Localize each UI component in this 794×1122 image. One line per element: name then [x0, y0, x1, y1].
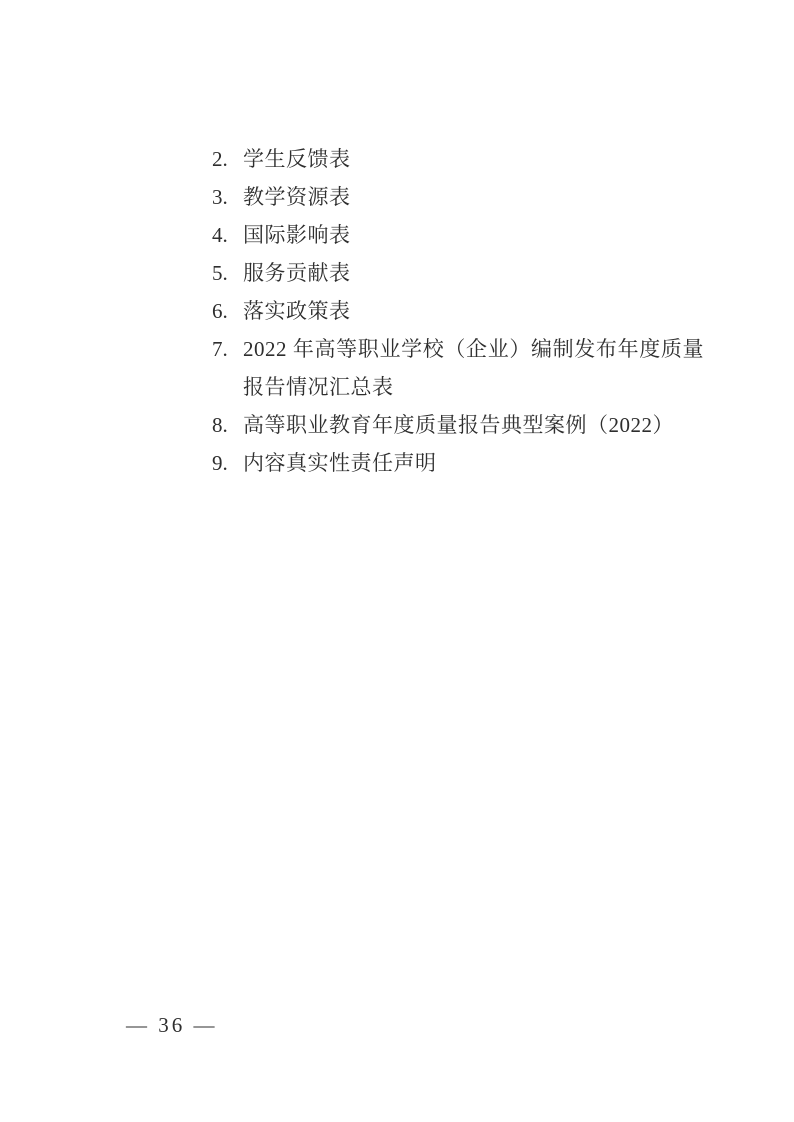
list-item-number: 5.	[212, 261, 228, 285]
list-item-text: 国际影响表	[243, 223, 351, 247]
list-item-text: 2022 年高等职业学校（企业）编制发布年度质量报告情况汇总表	[243, 337, 704, 399]
list-item	[212, 140, 704, 178]
appendix-table-list	[212, 140, 704, 482]
list-item-number: 4.	[212, 223, 228, 247]
list-item	[212, 444, 704, 482]
list-item-text: 学生反馈表	[243, 147, 351, 171]
list-item	[212, 254, 704, 292]
list-item	[212, 216, 704, 254]
list-item	[212, 178, 704, 216]
list-item-text: 内容真实性责任声明	[243, 451, 437, 475]
list-item-text: 落实政策表	[243, 299, 351, 323]
list-item-number: 9.	[212, 451, 228, 475]
list-item-text: 服务贡献表	[243, 261, 351, 285]
list-item-number: 6.	[212, 299, 228, 323]
list-item-number: 2.	[212, 147, 228, 171]
list-item	[212, 406, 704, 444]
list-item	[212, 292, 704, 330]
list-item-text: 教学资源表	[243, 185, 351, 209]
page-number: — 36 —	[126, 1013, 218, 1037]
list-item	[212, 330, 704, 406]
list-item-number: 3.	[212, 185, 228, 209]
list-item-number: 7.	[212, 337, 228, 361]
list-item-number: 8.	[212, 413, 228, 437]
list-item-text: 高等职业教育年度质量报告典型案例（2022）	[243, 413, 674, 437]
